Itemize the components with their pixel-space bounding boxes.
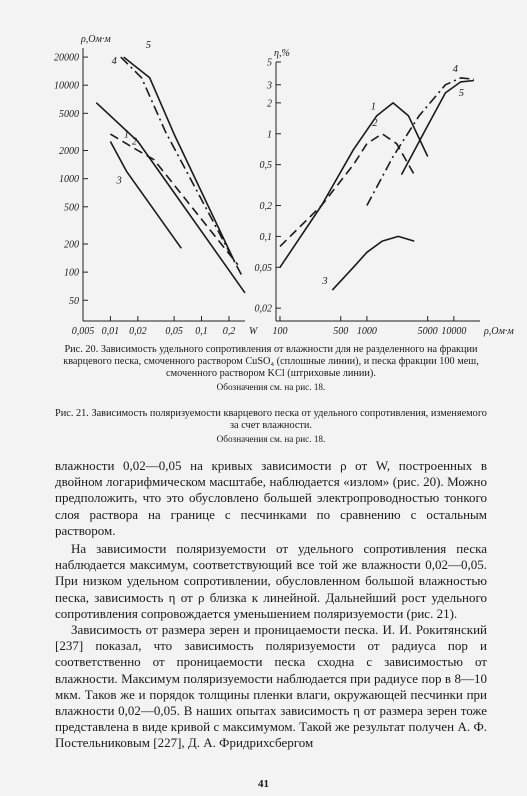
- figure-21-polarizability-chart: [255, 48, 515, 337]
- x-tick-label: 0,02: [129, 326, 147, 337]
- series-5-label: 5: [458, 87, 464, 99]
- series-3-line: [110, 142, 181, 249]
- y-tick-label: 500: [64, 202, 79, 214]
- figure-20-caption-note: Обозначения см. на рис. 18.: [216, 382, 326, 392]
- series-2-line: [280, 134, 414, 247]
- y-tick-label: 0,02: [254, 303, 272, 315]
- x-tick-label: 10000: [441, 326, 467, 337]
- series-2-label: 2: [372, 117, 378, 129]
- x-tick-label: 5000: [417, 326, 438, 337]
- series-1-label: 1: [370, 101, 377, 113]
- paragraph: Зависимость от размера зерен и проницаемости песка. И. И. Рокитянский [237] показал, что зависимость поляризуемости от радиуса пор и соответственно от проницаемости песка сходна с зависимостью от влажности. Максимум поляризуемости наблюдается при радиусе пор в 8—10 мкм. Таков же и порядок толщины пленки влаги, окружающей песчинки при влажности 0,02—0,05. В наших опытах зависимость η от размера зерен тоже представлена в виде кривой с максимумом. Такой же результат получен А. Ф. Постельниковым [227], Д. А. Фридрихсбергом: [55, 622, 487, 751]
- series-3-label: 3: [322, 276, 328, 288]
- paragraph: влажности 0,02—0,05 на кривых зависимости ρ от W, построенных в двойном логарифмическом масштабе, наблюдается «излом» (рис. 20). Можно предположить, что это обусловлено большей электропроводностью тонкого слоя раствора на границе с песчинками по сравнению с остальным раствором.: [55, 458, 487, 538]
- series-4-line: [121, 57, 243, 276]
- y-axis-label: ρ,Ом·м: [81, 34, 111, 45]
- series-3-label: 3: [116, 175, 122, 187]
- x-tick-label: 0,2: [222, 326, 236, 337]
- x-tick-label: 500: [333, 326, 349, 337]
- paragraph: На зависимости поляризуемости от удельного сопротивления песка наблюдается максимум, соответствующий все той же влажности 0,02—0,05. При низком удельном сопротивлении, обусловленном большой влажностью песка, зависимость η от ρ близка к линейной. Дальнейший рост удельного сопротивления сопровождается уменьшением поляризуемости (рис. 21).: [55, 541, 487, 621]
- x-tick-label: 1000: [356, 326, 377, 337]
- series-1-label: 1: [123, 129, 130, 141]
- y-tick-label: 0,05: [254, 262, 272, 274]
- series-4-label: 4: [111, 55, 117, 67]
- y-tick-label: 20000: [54, 52, 79, 64]
- y-tick-label: 10000: [54, 80, 79, 92]
- x-tick-label: 100: [272, 326, 288, 337]
- y-tick-label: 100: [64, 267, 79, 279]
- x-tick-label: 0,005: [71, 326, 95, 337]
- x-tick-label: 0,1: [195, 326, 208, 337]
- y-tick-label: 0,5: [259, 160, 272, 172]
- x-tick-label: 0,01: [101, 326, 120, 337]
- figure-21-caption: Рис. 21. Зависимость поляризуемости кварцевого песка от удельного сопротивления, изменяемого за счет влажности.: [55, 408, 487, 432]
- y-tick-label: 3: [267, 80, 272, 92]
- y-tick-label: 200: [64, 239, 79, 251]
- series-5-label: 5: [145, 39, 151, 51]
- figure-21-caption-note: Обозначения см. на рис. 18.: [216, 434, 326, 444]
- series-4-label: 4: [452, 63, 458, 75]
- series-1-line: [96, 103, 245, 293]
- y-tick-label: 0,1: [259, 231, 272, 243]
- series-3-line: [332, 236, 414, 290]
- figure-20-resistivity-chart: [54, 34, 259, 337]
- figures: [0, 0, 527, 345]
- y-tick-label: 1: [267, 129, 272, 141]
- series-2-label: 2: [131, 136, 138, 148]
- series-2-line: [110, 134, 237, 265]
- series-1-line: [280, 103, 428, 267]
- figure-20-caption: Рис. 20. Зависимость удельного сопротивления от влажности для не разделенного на фракции кварцевого песка, смоченного раствором CuSO₄ (сплошные линии), и песка фракции 100 меш, смоченного раствором KCl (штриховые линии).: [63, 344, 479, 380]
- y-tick-label: 5000: [59, 108, 79, 120]
- y-tick-label: 2000: [59, 146, 79, 158]
- y-tick-label: 0,2: [259, 201, 272, 213]
- y-tick-label: 50: [69, 295, 79, 307]
- y-tick-label: 2: [267, 98, 272, 110]
- page-number: 41: [258, 778, 269, 790]
- x-axis-label: ρ,Ом·м: [484, 326, 514, 337]
- x-tick-label: 0,05: [165, 326, 183, 337]
- y-tick-label: 1000: [59, 174, 79, 186]
- y-axis-label: η,%: [274, 48, 290, 59]
- body-text: [55, 458, 487, 752]
- x-axis-label: W: [249, 326, 258, 337]
- y-tick-label: 5: [267, 57, 272, 69]
